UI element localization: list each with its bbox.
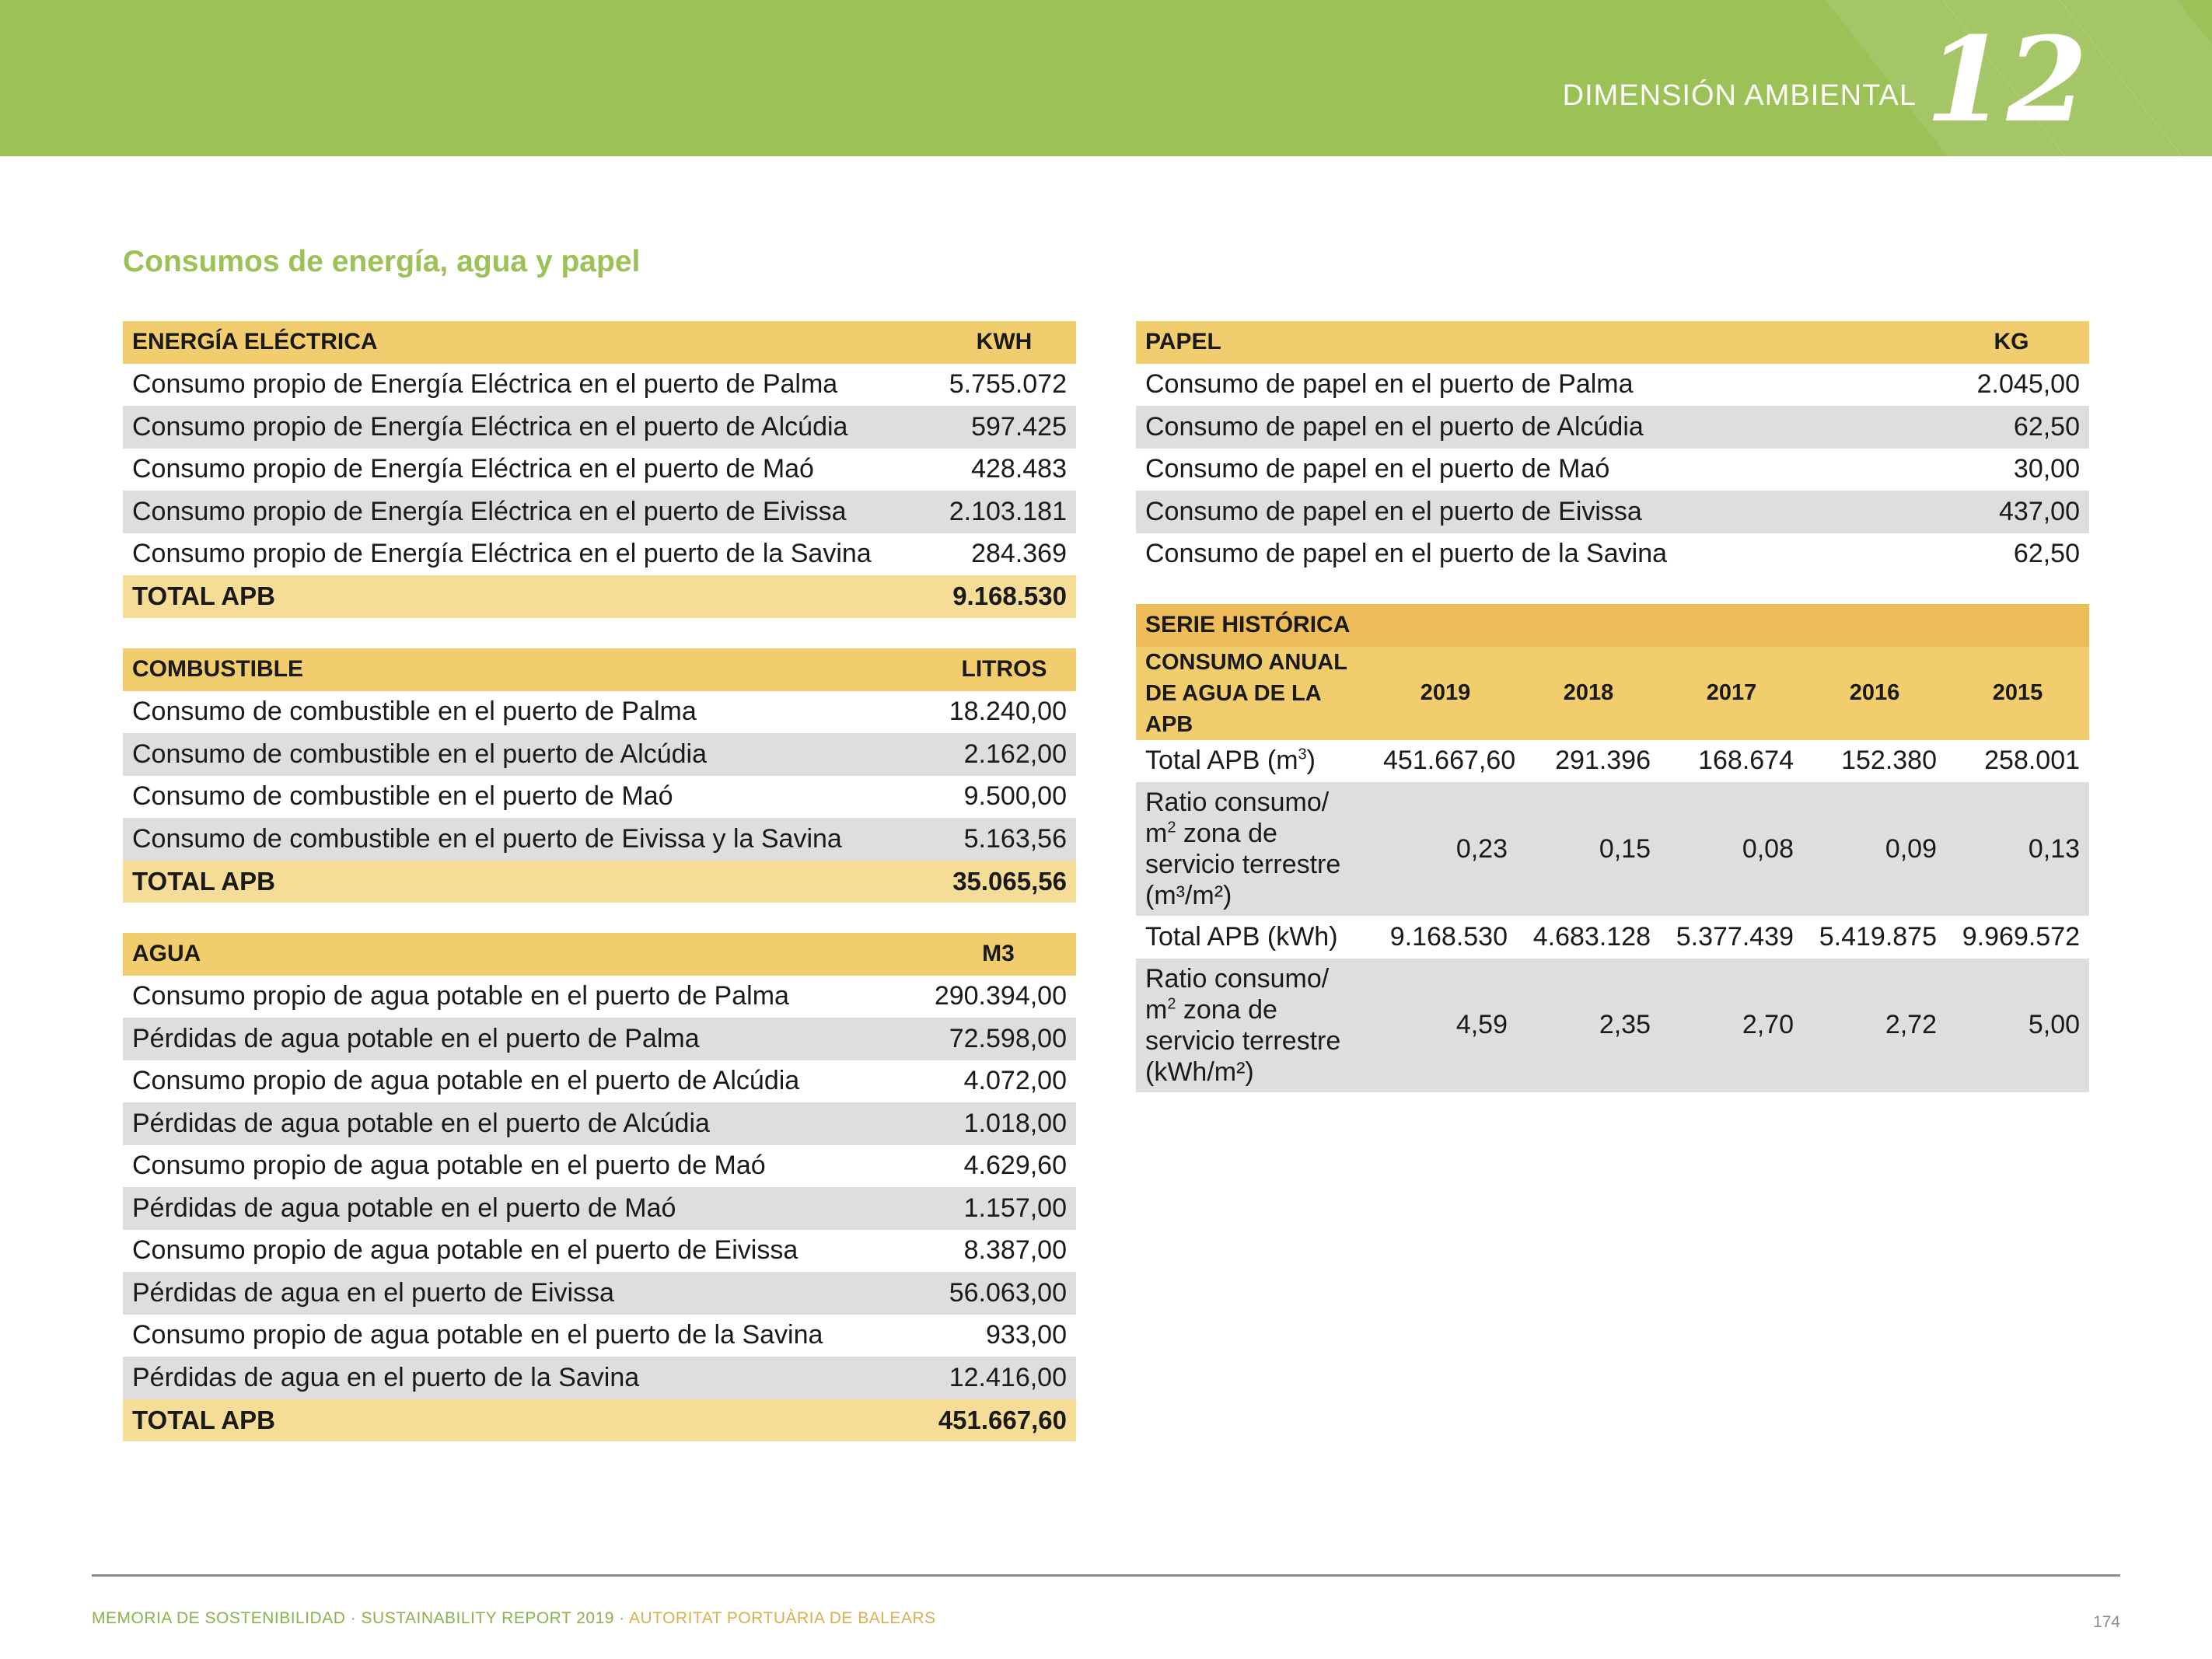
row-label: Consumo de papel en el puerto de la Savina — [1145, 539, 1668, 569]
total-value: 35.065,56 — [932, 861, 1076, 903]
row-label: Consumo de papel en el puerto de Eivissa — [1136, 491, 1934, 533]
page-number: 174 — [2092, 1613, 2120, 1631]
table-row — [123, 818, 1076, 861]
row-label: Pérdidas de agua en el puerto de la Savina — [123, 1357, 921, 1399]
row-value: 258.001 — [1984, 746, 2081, 776]
papel-title: PAPEL — [1136, 321, 1934, 364]
row-value: 284.369 — [971, 539, 1067, 569]
row-value: 9.969.572 — [1962, 921, 2081, 952]
energia-title: ENERGÍA ELÉCTRICA — [123, 321, 932, 364]
row-value: 2,72 — [1803, 959, 1946, 1092]
row-label: Consumo de papel en el puerto de Alcúdia — [1136, 406, 1934, 449]
table-row — [1136, 533, 2089, 576]
row-value: 62,50 — [1934, 406, 2089, 449]
table-row — [1136, 959, 2089, 1092]
row-value: 12.416,00 — [921, 1357, 1076, 1399]
row-value: 0,15 — [1517, 782, 1660, 916]
row-value: 428.483 — [971, 454, 1067, 484]
year-header: 2016 — [1803, 647, 1946, 740]
row-label: Consumo propio de Energía Eléctrica en el puerto de Eivissa — [123, 491, 932, 533]
row-value: 62,50 — [2013, 539, 2080, 569]
row-value: 2,70 — [1660, 959, 1803, 1092]
row-value: 2.162,00 — [932, 733, 1076, 776]
serie-col-label: CONSUMO ANUAL DE AGUA DE LA APB — [1136, 647, 1374, 740]
table-row — [1136, 364, 2089, 407]
serie-table — [1136, 604, 2089, 1092]
table-row — [1136, 916, 2089, 959]
row-value: 5.377.439 — [1676, 921, 1794, 952]
footer-divider — [92, 1574, 2120, 1577]
row-value: 56.063,00 — [921, 1272, 1076, 1315]
energia-unit: KWH — [932, 321, 1076, 364]
row-value: 9.500,00 — [963, 781, 1067, 812]
combustible-table — [123, 648, 1076, 903]
row-value: 437,00 — [1934, 491, 2089, 533]
table-header-row — [123, 933, 1076, 976]
row-label: Consumo propio de Energía Eléctrica en el puerto de Alcúdia — [123, 406, 932, 449]
row-value: 72.598,00 — [921, 1018, 1076, 1060]
table-row — [123, 364, 1076, 407]
row-label: Total APB (kWh) — [1145, 921, 1338, 952]
row-value: 4.629,60 — [963, 1151, 1067, 1181]
row-value: 2.045,00 — [1976, 369, 2080, 400]
row-label: Pérdidas de agua potable en el puerto de Alcúdia — [123, 1102, 921, 1145]
row-value: 0,23 — [1374, 782, 1517, 916]
row-value: 933,00 — [986, 1320, 1067, 1350]
row-value: 0,09 — [1803, 782, 1946, 916]
row-value: 5.163,56 — [932, 818, 1076, 861]
row-value: 1.018,00 — [921, 1102, 1076, 1145]
table-row — [1136, 740, 2089, 783]
total-row — [123, 861, 1076, 903]
row-label: Consumo de combustible en el puerto de Maó — [132, 781, 673, 812]
section-title: DIMENSIÓN AMBIENTAL — [1562, 79, 1917, 112]
table-row — [123, 1018, 1076, 1060]
row-value: 4.683.128 — [1532, 921, 1651, 952]
table-header-row — [123, 648, 1076, 691]
total-row — [123, 1399, 1076, 1442]
row-value: 152.380 — [1841, 746, 1937, 776]
table-row — [123, 976, 1076, 1018]
serie-header-row — [1136, 647, 2089, 740]
row-label: Consumo propio de agua potable en el puerto de Alcúdia — [132, 1066, 800, 1096]
row-label: Consumo propio de Energía Eléctrica en el puerto de la Savina — [132, 539, 872, 569]
row-value: 30,00 — [2013, 454, 2080, 484]
row-value: 451.667,60 — [1383, 746, 1516, 776]
table-row — [123, 449, 1076, 491]
row-label: Consumo propio de Energía Eléctrica en el puerto de Palma — [132, 369, 838, 400]
table-row — [1136, 491, 2089, 533]
table-row — [123, 733, 1076, 776]
row-label: Consumo de papel en el puerto de Maó — [1145, 454, 1610, 484]
row-label: Total APB $(m^3)$ — [1145, 746, 1316, 776]
row-value: 0,13 — [1946, 782, 2089, 916]
row-value: 1.157,00 — [921, 1187, 1076, 1230]
serie-title: SERIE HISTÓRICA — [1136, 604, 2089, 647]
table-row — [123, 691, 1076, 734]
row-label: Consumo propio de agua potable en el puerto de Palma — [132, 981, 789, 1011]
row-value: 168.674 — [1698, 746, 1794, 776]
agua-table — [123, 933, 1076, 1441]
row-value: 9.168.530 — [1389, 921, 1508, 952]
row-value: 5,00 — [1946, 959, 2089, 1092]
total-row — [123, 575, 1076, 618]
papel-unit: KG — [1934, 321, 2089, 364]
row-label: Ratio consumo/ $m^2$ zona de servicio terrestre (m³/m²) — [1136, 782, 1374, 916]
header-band — [0, 0, 2212, 156]
table-row — [123, 1145, 1076, 1188]
row-value: 5.755.072 — [949, 369, 1067, 400]
table-row — [123, 1187, 1076, 1230]
year-header: 2019 — [1374, 647, 1517, 740]
row-value: 8.387,00 — [963, 1235, 1067, 1266]
row-value: 4.072,00 — [963, 1066, 1067, 1096]
row-value: 5.419.875 — [1819, 921, 1937, 952]
row-label: Consumo de combustible en el puerto de Palma — [132, 697, 697, 727]
row-label: Consumo propio de Energía Eléctrica en el puerto de Maó — [132, 454, 814, 484]
table-row — [123, 1230, 1076, 1273]
row-value: 2.103.181 — [932, 491, 1076, 533]
papel-table — [1136, 321, 2089, 575]
row-label: Pérdidas de agua potable en el puerto de Maó — [123, 1187, 921, 1230]
table-row — [123, 491, 1076, 533]
combustible-title: COMBUSTIBLE — [123, 648, 932, 691]
row-value: 0,08 — [1660, 782, 1803, 916]
row-label: Pérdidas de agua potable en el puerto de Palma — [123, 1018, 921, 1060]
row-value: 4,59 — [1374, 959, 1517, 1092]
agua-title: AGUA — [123, 933, 921, 976]
row-label: Consumo propio de agua potable en el puerto de Maó — [132, 1151, 766, 1181]
total-label: TOTAL APB — [123, 575, 932, 618]
footer-text — [92, 1609, 936, 1628]
year-header: 2018 — [1517, 647, 1660, 740]
energia-table — [123, 321, 1076, 618]
table-row — [123, 533, 1076, 576]
row-label: Pérdidas de agua en el puerto de Eivissa — [123, 1272, 921, 1315]
row-label: Ratio consumo/ $m^2$ zona de servicio terrestre (kWh/m²) — [1136, 959, 1374, 1092]
table-row — [1136, 406, 2089, 449]
table-row — [123, 1315, 1076, 1357]
table-row — [123, 1357, 1076, 1399]
table-row — [1136, 449, 2089, 491]
year-header: 2015 — [1946, 647, 2089, 740]
row-value: 291.396 — [1555, 746, 1651, 776]
footer-report-title: MEMORIA DE SOSTENIBILIDAD · SUSTAINABILITY REPORT 2019 · — [92, 1609, 629, 1627]
row-label: Consumo de papel en el puerto de Palma — [1145, 369, 1634, 400]
serie-title-row — [1136, 604, 2089, 647]
combustible-unit: LITROS — [932, 648, 1076, 691]
table-header-row — [123, 321, 1076, 364]
row-value: 18.240,00 — [949, 697, 1067, 727]
year-header: 2017 — [1660, 647, 1803, 740]
table-row — [123, 406, 1076, 449]
row-value: 290.394,00 — [934, 981, 1067, 1011]
table-row — [1136, 782, 2089, 916]
page-title: Consumos de energía, agua y papel — [123, 245, 641, 278]
total-label: TOTAL APB — [123, 1399, 921, 1442]
row-label: Consumo de combustible en el puerto de Alcúdia — [123, 733, 932, 776]
table-row — [123, 1060, 1076, 1103]
row-value: 2,35 — [1517, 959, 1660, 1092]
row-value: 597.425 — [932, 406, 1076, 449]
row-label: Consumo propio de agua potable en el puerto de Eivissa — [132, 1235, 798, 1266]
table-header-row — [1136, 321, 2089, 364]
total-label: TOTAL APB — [123, 861, 932, 903]
row-label: Consumo de combustible en el puerto de Eivissa y la Savina — [123, 818, 932, 861]
agua-unit: M3 — [921, 933, 1076, 976]
total-value: 9.168.530 — [932, 575, 1076, 618]
table-row — [123, 776, 1076, 819]
table-row — [123, 1102, 1076, 1145]
table-row — [123, 1272, 1076, 1315]
footer-organization: AUTORITAT PORTUÀRIA DE BALEARS — [628, 1609, 936, 1627]
row-label: Consumo propio de agua potable en el puerto de la Savina — [132, 1320, 823, 1350]
total-value: 451.667,60 — [921, 1399, 1076, 1442]
chapter-number: 12 — [1925, 12, 2088, 148]
